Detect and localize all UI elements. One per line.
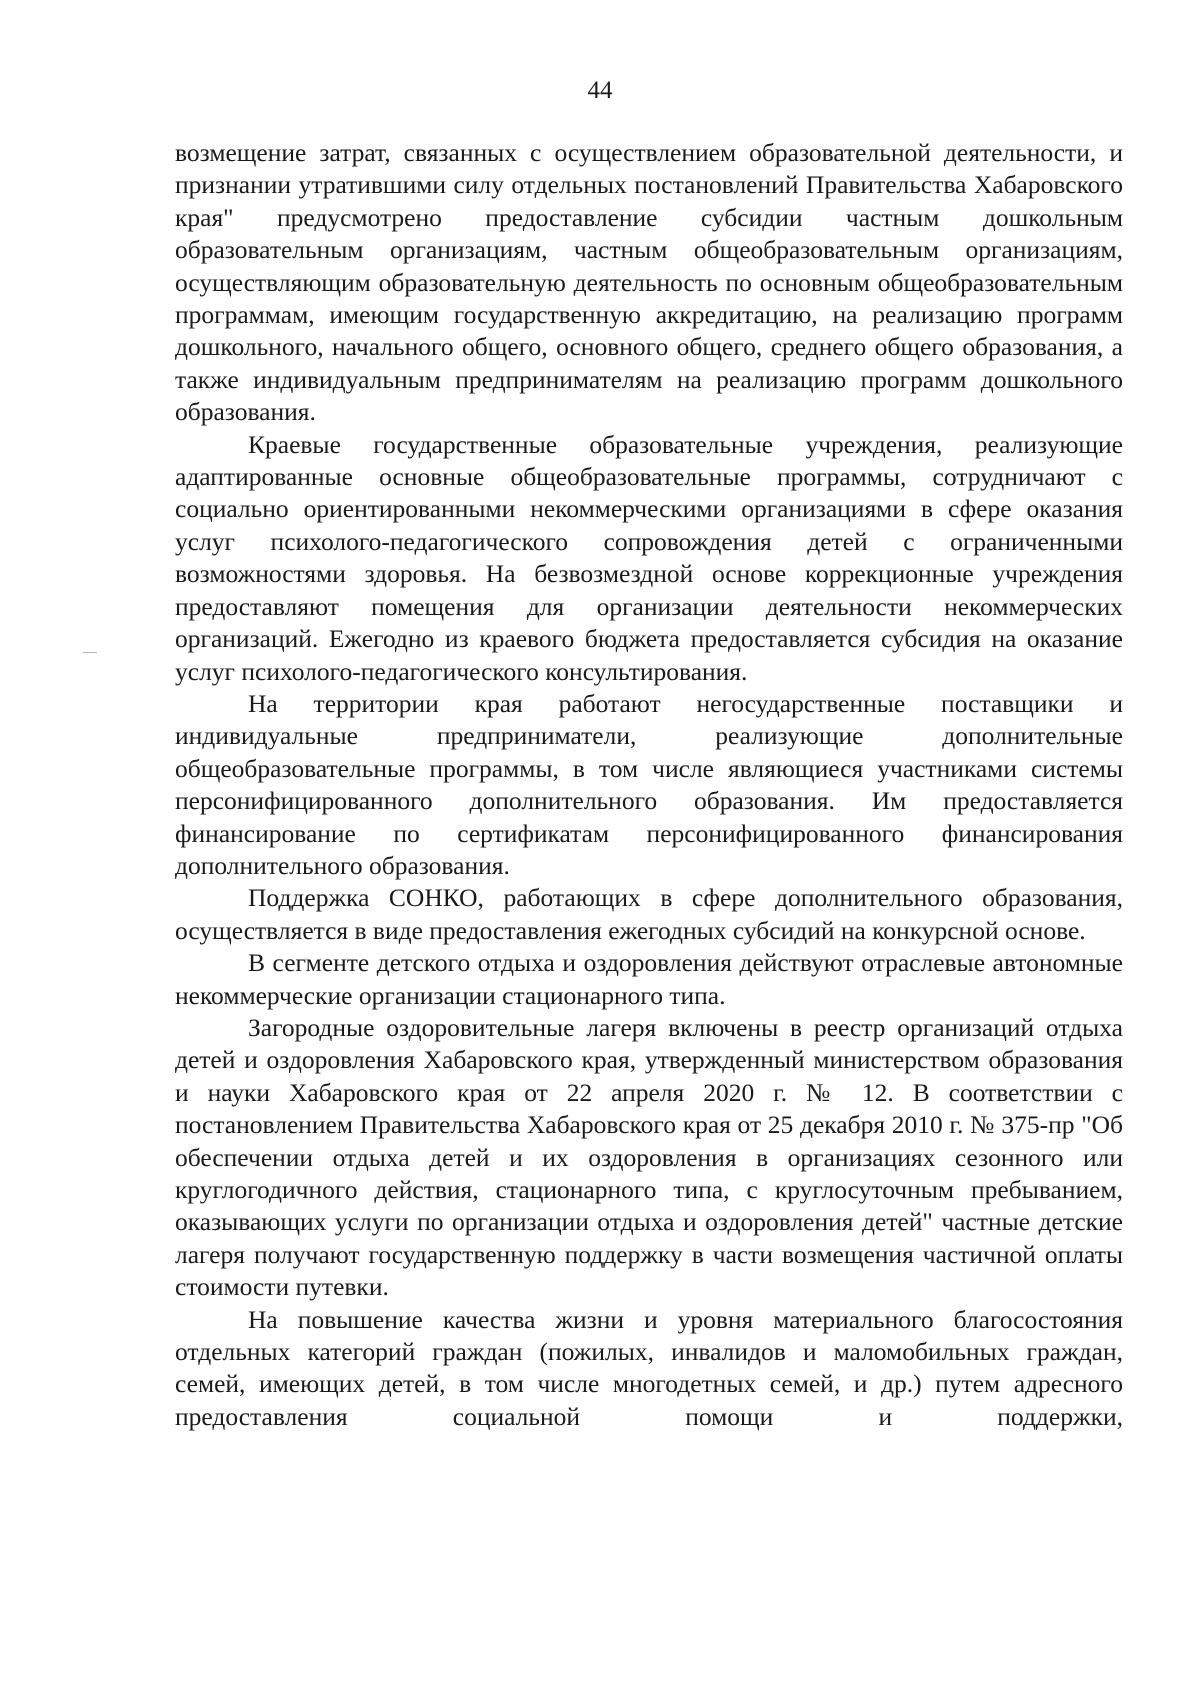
- paragraph-subsidy-private-education: возмещение затрат, связанных с осуществлением образовательной деятельности, и признании утратившими силу отдельных постановлений Правительства Хабаровского края" предусмотрено предоставление субсидии частным дошкольным образовательным организациям, частным общеобразовательным организациям, осуществляющим образовательную деятельность по основным общеобразовательным программам, имеющим государственную аккредитацию, на реализацию программ дошкольного, начального общего, основного общего, среднего общего образования, а также индивидуальным предпринимателям на реализацию программ дошкольного образования.: [175, 138, 1123, 427]
- page-number: 44: [587, 77, 613, 104]
- paragraph-children-recreation: В сегменте детского отдыха и оздоровления действуют отраслевые автономные некоммерческие организации стационарного типа.: [175, 948, 1123, 1010]
- paragraph-additional-education-providers: На территории края работают негосударственные поставщики и индивидуальные предприниматели, реализующие дополнительные общеобразовательные программы, в том числе являющиеся участниками системы персонифицированного дополнительного образования. Им предоставляется финансирование по сертификатам персонифицированного финансирования дополнительного образования.: [175, 688, 1123, 880]
- paragraph-adapted-programs: Краевые государственные образовательные учреждения, реализующие адаптированные основные общеобразовательные программы, сотрудничают с социально ориентированными некоммерческими организациями в сфере оказания услуг психолого-педагогического сопровождения детей с ограниченными возможностями здоровья. На безвозмездной основе коррекционные учреждения предоставляют помещения для организации деятельности некоммерческих организаций. Ежегодно из краевого бюджета предоставляется субсидия на оказание услуг психолого-педагогического консультирования.: [175, 429, 1123, 686]
- paragraph-summer-camps: Загородные оздоровительные лагеря включены в реестр организаций отдыха детей и оздоровления Хабаровского края, утвержденный министерством образования и науки Хабаровского края от 22 апреля 2020 г. № 12. В соответствии с постановлением Правительства Хабаровского края от 25 декабря 2010 г. № 375-пр "Об обеспечении отдыха детей и их оздоровления в организациях сезонного или круглогодичного действия, стационарного типа, с круглосуточным пребыванием, оказывающих услуги по организации отдыха и оздоровления детей" частные детские лагеря получают государственную поддержку в части возмещения частичной оплаты стоимости путевки.: [175, 1012, 1123, 1302]
- paragraph-quality-of-life: На повышение качества жизни и уровня материального благосостояния отдельных категорий граждан (пожилых, инвалидов и маломобильных граждан, семей, имеющих детей, в том числе многодетных семей, и др.) путем адресного предоставления социальной помощи и поддержки,: [175, 1304, 1123, 1431]
- margin-mark: [83, 652, 97, 653]
- document-body: [175, 137, 1123, 1433]
- paragraph-sonko-support: Поддержка СОНКО, работающих в сфере дополнительного образования, осуществляется в виде предоставления ежегодных субсидий на конкурсной основе.: [175, 883, 1123, 945]
